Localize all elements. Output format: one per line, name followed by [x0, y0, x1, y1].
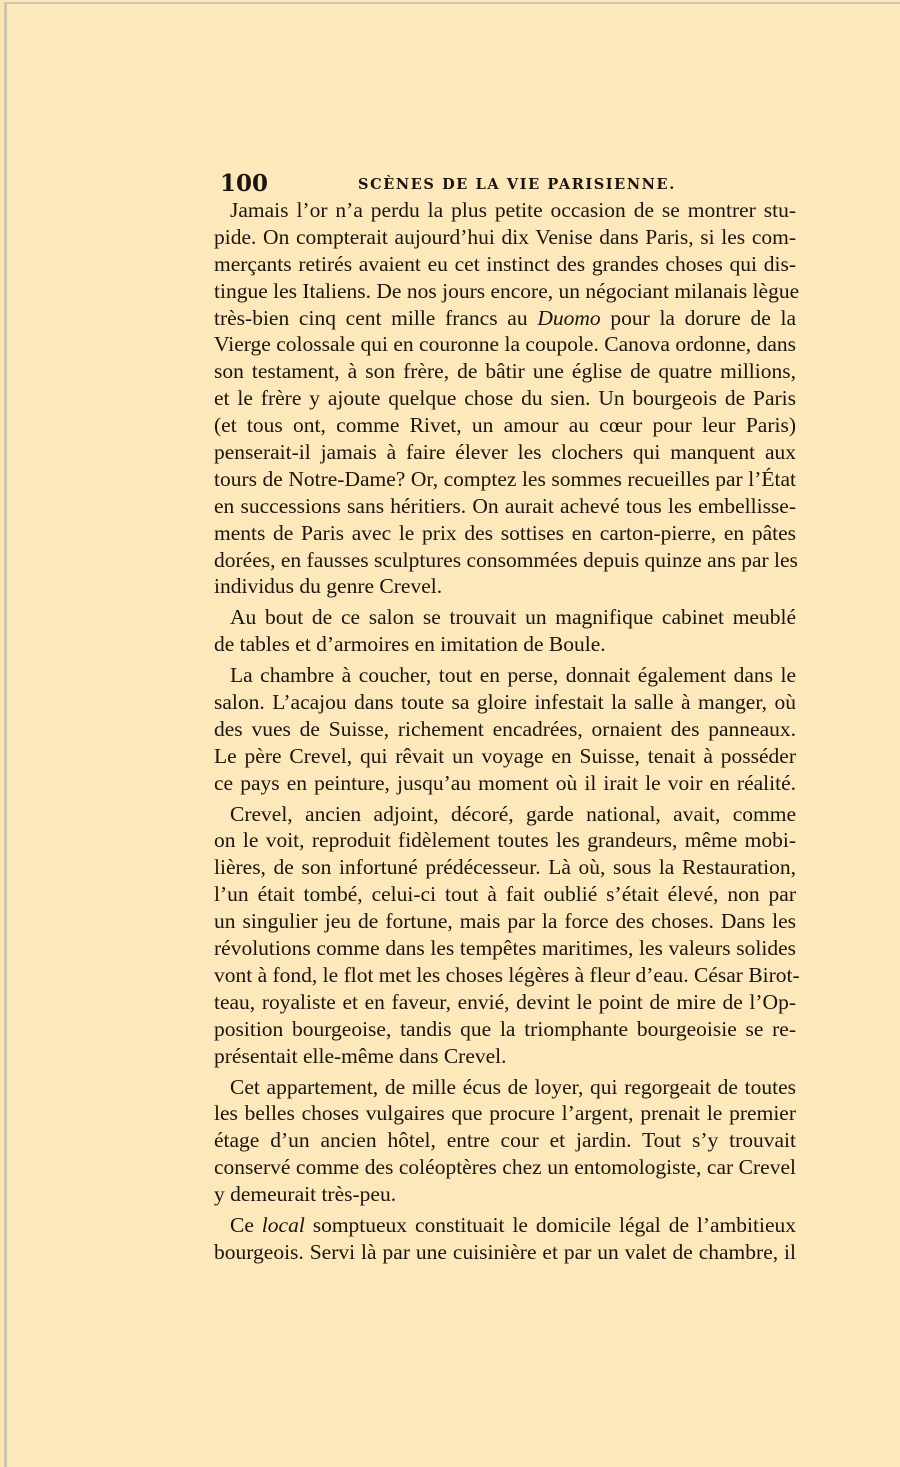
text-line: (et tous ont, comme Rivet, un amour au cœur pour leur Paris): [214, 413, 796, 438]
text-line: des vues de Suisse, richement encadrées, ornaient des panneaux.: [214, 716, 796, 741]
running-head: [220, 170, 802, 200]
italic-word: Duomo: [537, 305, 601, 330]
text-line: individus du genre Crevel.: [214, 574, 443, 599]
text-segment: très-bien cinq cent mille francs au: [214, 305, 528, 330]
text-line: Vierge colossale qui en couronne la coupole. Canova ordonne, dans: [214, 332, 796, 357]
text-line: révolutions comme dans les tempêtes maritimes, les valeurs solides: [214, 936, 796, 961]
text-line: présentait elle-même dans Crevel.: [214, 1043, 507, 1068]
text-line: dorées, en fausses sculptures consommées depuis quinze ans par les: [214, 547, 798, 572]
text-line: ments de Paris avec le prix des sottises en carton-pierre, en pâtes: [214, 520, 796, 545]
text-line: La chambre à coucher, tout en perse, donnait également dans le: [230, 663, 796, 688]
text-line: Crevel, ancien adjoint, décoré, garde national, avait, comme: [230, 801, 796, 826]
text-line: Au bout de ce salon se trouvait un magnifique cabinet meublé: [230, 605, 796, 630]
text-line: un singulier jeu de fortune, mais par la force des choses. Dans les: [214, 909, 796, 934]
text-line: bourgeois. Servi là par une cuisinière et par un valet de chambre, il: [214, 1239, 796, 1264]
paragraph: [214, 662, 796, 796]
text-line: de tables et d’armoires en imitation de Boule.: [214, 632, 606, 657]
text-segment: Ce: [230, 1212, 254, 1237]
paragraph: [214, 801, 800, 1070]
text-line: [214, 1212, 796, 1239]
text-line: étage d’un ancien hôtel, entre cour et jardin. Tout s’y trouvait: [214, 1128, 796, 1153]
running-title: SCÈNES DE LA VIE PARISIENNE.: [358, 176, 676, 193]
text-line: penserait-il jamais à faire élever les clochers qui manquent aux: [214, 440, 796, 465]
text-line: ce pays en peinture, jusqu’au moment où il irait le voir en réalité.: [214, 770, 796, 795]
text-segment: pour la dorure de la: [610, 305, 797, 330]
text-line: position bourgeoise, tandis que la triomphante bourgeoisie se re-: [214, 1016, 796, 1041]
page-number: 100: [220, 170, 269, 197]
text-line: Jamais l’or n’a perdu la plus petite occasion de se montrer stu-: [230, 198, 796, 222]
text-body: [214, 197, 800, 1266]
text-line: teau, royaliste et en faveur, envié, devint le point de mire de l’Op-: [214, 989, 796, 1014]
text-line: [214, 305, 796, 332]
text-line: et le frère y ajoute quelque chose du sien. Un bourgeois de Paris: [214, 386, 796, 411]
text-line: merçants retirés avaient eu cet instinct des grandes choses qui dis-: [214, 251, 796, 276]
paragraph: [214, 1074, 796, 1208]
text-line: salon. L’acajou dans toute sa gloire infestait la salle à manger, où: [214, 690, 796, 715]
text-line: lières, de son infortuné prédécesseur. Là où, sous la Restauration,: [214, 855, 796, 880]
text-line: Cet appartement, de mille écus de loyer, qui regorgeait de toutes: [230, 1074, 796, 1099]
text-line: conservé comme des coléoptères chez un entomologiste, car Crevel: [214, 1155, 796, 1180]
text-line: son testament, à son frère, de bâtir une église de quatre millions,: [214, 359, 796, 384]
italic-word: local: [261, 1212, 305, 1237]
text-line: tours de Notre-Dame? Or, comptez les sommes recueilles par l’État: [214, 466, 796, 491]
text-line: on le voit, reproduit fidèlement toutes les grandeurs, même mobi-: [214, 828, 796, 853]
paragraph: [214, 1212, 796, 1266]
text-line: en successions sans héritiers. On aurait achevé tous les embellisse-: [214, 493, 796, 518]
text-line: Le père Crevel, qui rêvait un voyage en Suisse, tenait à posséder: [214, 743, 796, 768]
text-line: tingue les Italiens. De nos jours encore, un négociant milanais lègue: [214, 278, 800, 303]
text-line: les belles choses vulgaires que procure l’argent, prenait le premier: [214, 1101, 796, 1126]
text-segment: somptueux constituait le domicile légal de l’ambitieux: [312, 1212, 796, 1237]
paragraph: [214, 604, 796, 658]
text-line: pide. On compterait aujourd’hui dix Venise dans Paris, si les com-: [214, 224, 796, 249]
paragraph: [214, 197, 800, 600]
text-line: y demeurait très-peu.: [214, 1182, 397, 1207]
text-line: vont à fond, le flot met les choses légères à fleur d’eau. César Birot-: [214, 962, 800, 987]
text-line: l’un était tombé, celui-ci tout à fait oublié s’était élevé, non par: [214, 882, 796, 907]
